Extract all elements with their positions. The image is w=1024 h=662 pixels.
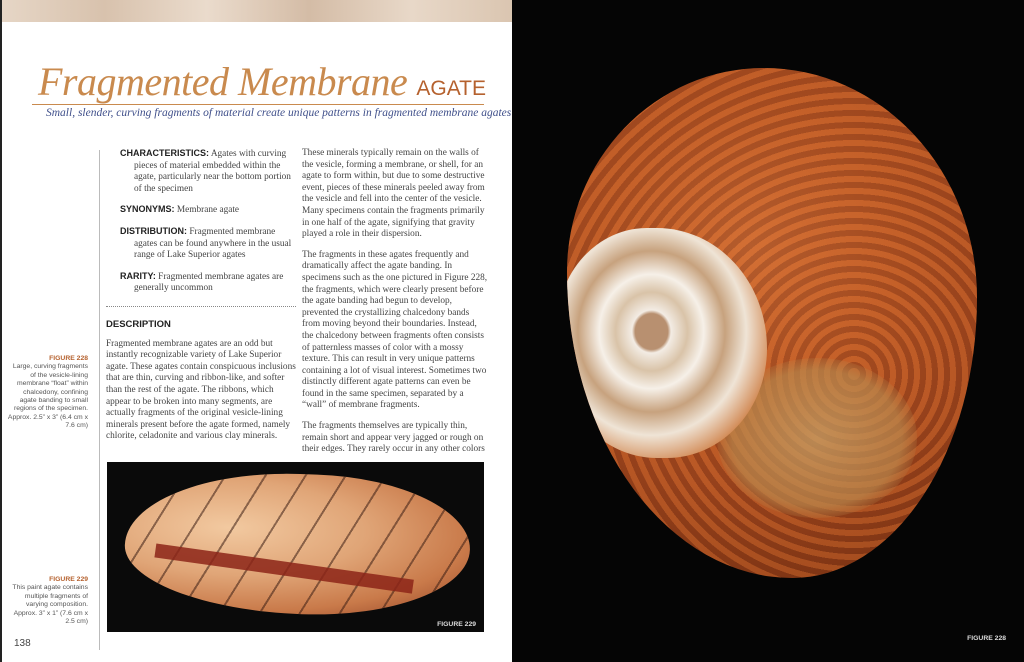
membrane-agate-photo	[567, 68, 977, 578]
decorative-banner	[2, 0, 512, 22]
caption-figure-228: FIGURE 228 Large, curving fragments of the vesicle-lining membrane “float” within chalcedony, confining agate banding to small regions of the specimen. Approx. 2.5” x 3” (6.4 cm x 7.6 cm)	[7, 355, 88, 430]
caption-figure-229: FIGURE 229 This paint agate contains multiple fragments of varying composition. Approx. 3” x 1” (7.6 cm x 2.5 cm)	[12, 576, 88, 626]
page-number: 138	[14, 638, 31, 649]
facts-column	[120, 148, 295, 304]
figure-229-image	[107, 462, 484, 632]
fact-distribution: DISTRIBUTION: Fragmented membrane agates can be found anywhere in the usual range of Lake Superior agates	[120, 225, 292, 261]
body-column-right	[302, 148, 488, 465]
title-suffix: AGATE	[416, 77, 487, 100]
fact-characteristics: CHARACTERISTICS: Agates with curving pieces of material embedded within the agate, particularly near the bottom portion of the specimen	[120, 148, 291, 194]
page-title	[38, 58, 487, 105]
figure-228-label: FIGURE 228	[967, 635, 1006, 642]
title-script: Fragmented Membrane	[38, 59, 408, 104]
description-paragraph: The fragments in these agates frequently and dramatically affect the agate banding. In specimens such as the one pictured in Figure 228, the fragments, which were clearly present before the agate banding had begun to develop, prevented the crystallizing chalcedony bands from moving beyond their boundaries. Instead, the chalcedony between fragments often consists of patternless masses of color with a mossy texture. This can result in very unique patterns containing a lot of visual interest. Sometimes two distinctly different agate patterns can even be found in the same specimen, separated by a “wall” of membrane fragments.	[302, 249, 488, 411]
description-paragraph: Fragmented membrane agates are an odd but instantly recognizable variety of Lake Superior agate. These agates contain conspicuous inclusions that are thin, curving and ribbon-like, and softer than the rest of the agate. The ribbons, which appear to be broken into many segments, are actually fragments of the original vesicle-lining minerals present before the agate formed, namely chlorite, celadonite and various clay minerals.	[106, 338, 296, 442]
paint-agate-photo	[123, 468, 473, 620]
description-paragraph: The fragments themselves are typically thin, remain short and appear very jagged or rough on their edges. They rarely occur in any other colors	[302, 421, 485, 455]
figure-229-label: FIGURE 229	[437, 621, 476, 628]
description-section	[106, 306, 296, 452]
fact-synonyms: SYNONYMS: Membrane agate	[120, 204, 240, 216]
description-paragraph: These minerals typically remain on the walls of the vesicle, forming a membrane, or shell, for an agate to form within, but due to some destructive event, pieces of these minerals peeled away from the vesicle and fell into the center of the vesicle. Many specimens contain the fragments primarily in one half of the agate, signifying that gravity played a role in their dispersion.	[302, 148, 485, 240]
subtitle: Small, slender, curving fragments of material create unique patterns in fragmented membrane agates	[46, 107, 512, 119]
fact-rarity: RARITY: Fragmented membrane agates are generally uncommon	[120, 270, 284, 294]
description-heading: DESCRIPTION	[106, 319, 171, 330]
right-page	[512, 0, 1024, 662]
dotted-divider	[106, 306, 296, 307]
margin-rule	[99, 150, 100, 650]
